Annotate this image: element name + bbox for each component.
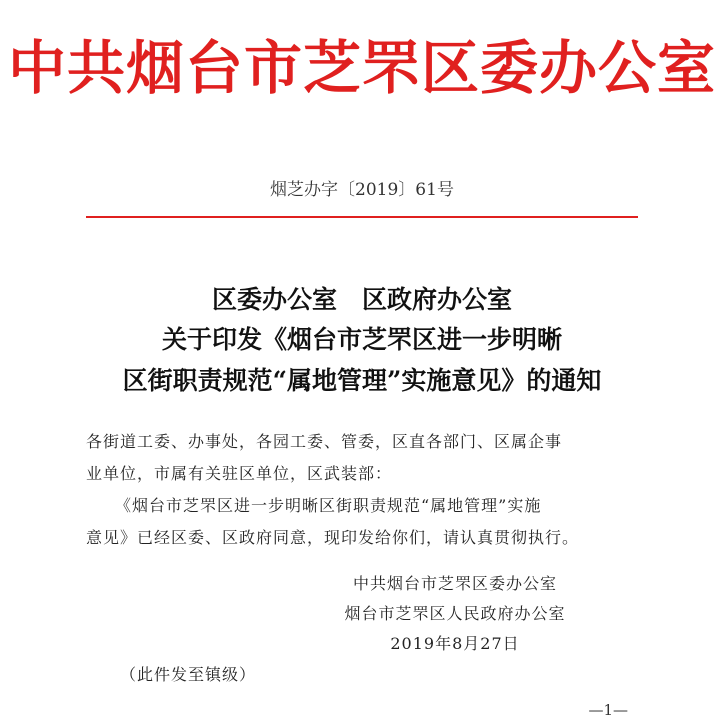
signature-date: 2019年8月27日 bbox=[390, 634, 520, 653]
title-line-1: 区委办公室 区政府办公室 bbox=[211, 285, 512, 314]
document-number: 烟芝办字〔2019〕61号 bbox=[270, 180, 454, 200]
signature-org-2: 烟台市芝罘区人民政府办公室 bbox=[344, 604, 566, 623]
body-line-2: 业单位，市属有关驻区单位，区武装部： bbox=[86, 464, 393, 483]
body-line-1: 各街道工委、办事处，各园工委、管委，区直各部门、区属企事 bbox=[86, 432, 563, 451]
distribution-note: （此件发至镇级） bbox=[120, 665, 257, 684]
body-line-4: 意见》已经区委、区政府同意，现印发给你们，请认真贯彻执行。 bbox=[86, 528, 580, 547]
signature-org-1: 中共烟台市芝罘区委办公室 bbox=[352, 574, 557, 593]
title-line-2: 关于印发《烟台市芝罘区进一步明晰 bbox=[161, 325, 562, 354]
body-line-3: 《烟台市芝罘区进一步明晰区街职责规范“属地管理”实施 bbox=[115, 496, 542, 515]
red-divider-line bbox=[86, 216, 638, 218]
title-line-3: 区街职责规范“属地管理”实施意见》的通知 bbox=[122, 366, 602, 395]
page-number: —1— bbox=[588, 701, 628, 719]
masthead-title: 中共烟台市芝罘区委办公室 bbox=[7, 34, 716, 102]
